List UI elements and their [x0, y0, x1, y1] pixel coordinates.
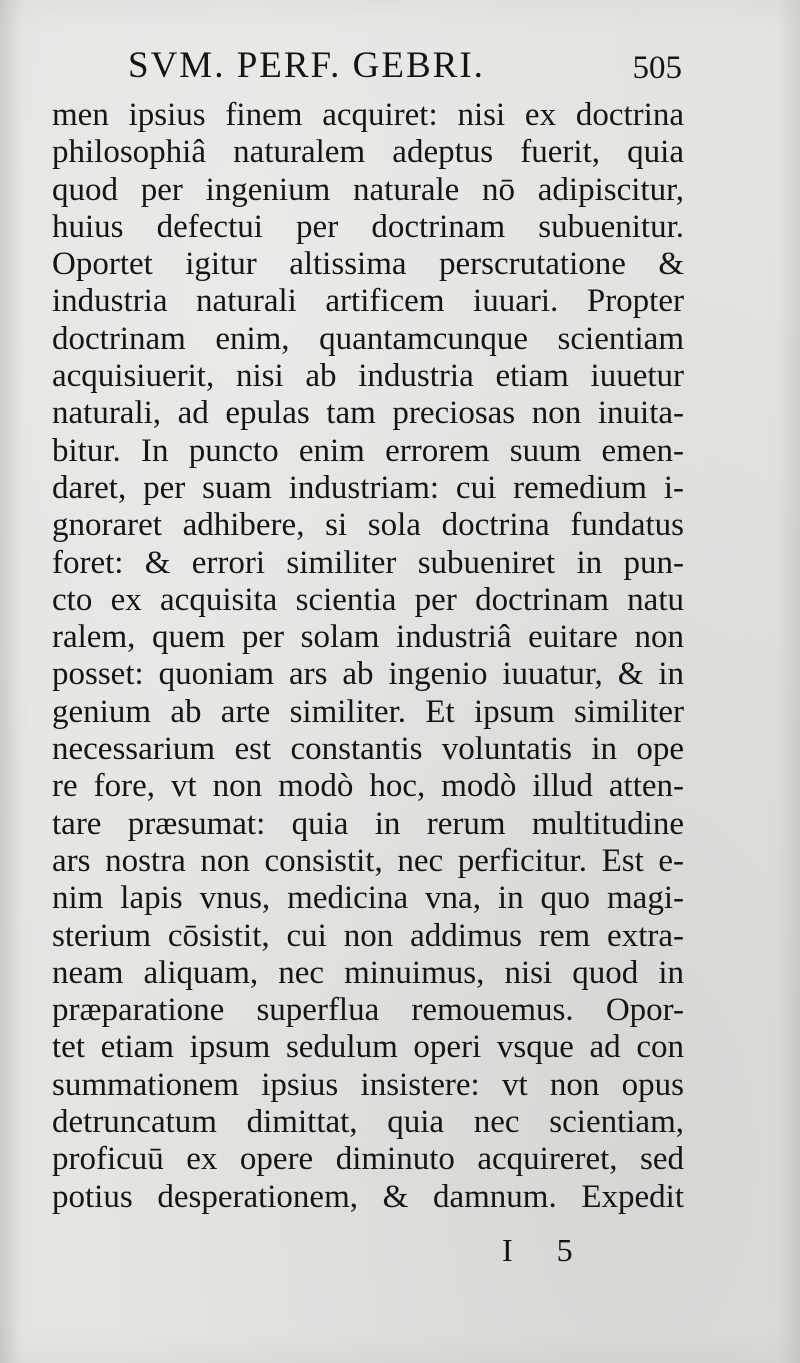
text-line: huius defectui per doctrinam subuenitur.	[52, 208, 684, 245]
text-line: doctrinam enim, quantamcunque scientiam	[52, 320, 684, 357]
text-line: gnoraret adhibere, si sola doctrina fundatus	[52, 507, 684, 544]
page-header	[128, 44, 688, 94]
body-text	[52, 97, 684, 1216]
text-line: genium ab arte similiter. Et ipsum similiter	[52, 693, 684, 730]
text-line: bitur. In puncto enim errorem suum emen-	[52, 432, 684, 469]
text-line: daret, per suam industriam: cui remedium i-	[52, 469, 684, 506]
text-line: tet etiam ipsum sedulum operi vsque ad con	[52, 1029, 684, 1066]
text-line: naturali, ad epulas tam preciosas non inuita-	[52, 395, 684, 432]
running-head: SVM. PERF. GEBRI.	[128, 45, 485, 86]
text-line: foret: & errori similiter subueniret in pun-	[52, 544, 684, 581]
text-line: necessarium est constantis voluntatis in ope	[52, 731, 684, 768]
text-line: men ipsius finem acquiret: nisi ex doctrina	[52, 97, 684, 133]
text-line: posset: quoniam ars ab ingenio iuuatur, & in	[52, 656, 684, 693]
text-line: potius desperationem, & damnum. Expedit	[52, 1178, 684, 1215]
text-line: industria naturali artificem iuuari. Propter	[52, 283, 684, 320]
text-line: detruncatum dimittat, quia nec scientiam,	[52, 1104, 684, 1141]
page-number: 505	[632, 50, 682, 86]
text-line: præparatione superflua remouemus. Opor-	[52, 992, 684, 1029]
text-line: neam aliquam, nec minuimus, nisi quod in	[52, 954, 684, 991]
text-line: sterium cōsistit, cui non addimus rem extra-	[52, 917, 684, 954]
text-line: summationem ipsius insistere: vt non opus	[52, 1066, 684, 1103]
text-line: cto ex acquisita scientia per doctrinam natu	[52, 581, 684, 618]
text-line: acquisiuerit, nisi ab industria etiam iuuetur	[52, 358, 684, 395]
text-line: Oportet igitur altissima perscrutatione &	[52, 246, 684, 283]
text-line: nim lapis vnus, medicina vna, in quo magi-	[52, 880, 684, 917]
text-line: ars nostra non consistit, nec perficitur. Est e-	[52, 842, 684, 879]
text-line: quod per ingenium naturale nō adipiscitur,	[52, 171, 684, 208]
text-line: proficuū ex opere diminuto acquireret, sed	[52, 1141, 684, 1178]
text-line: ralem, quem per solam industriâ euitare non	[52, 619, 684, 656]
text-line: philosophiâ naturalem adeptus fuerit, quia	[52, 134, 684, 171]
text-line: re fore, vt non modò hoc, modò illud atten-	[52, 768, 684, 805]
text-line: tare præsumat: quia in rerum multitudine	[52, 805, 684, 842]
signature-mark: I 5	[502, 1232, 591, 1268]
